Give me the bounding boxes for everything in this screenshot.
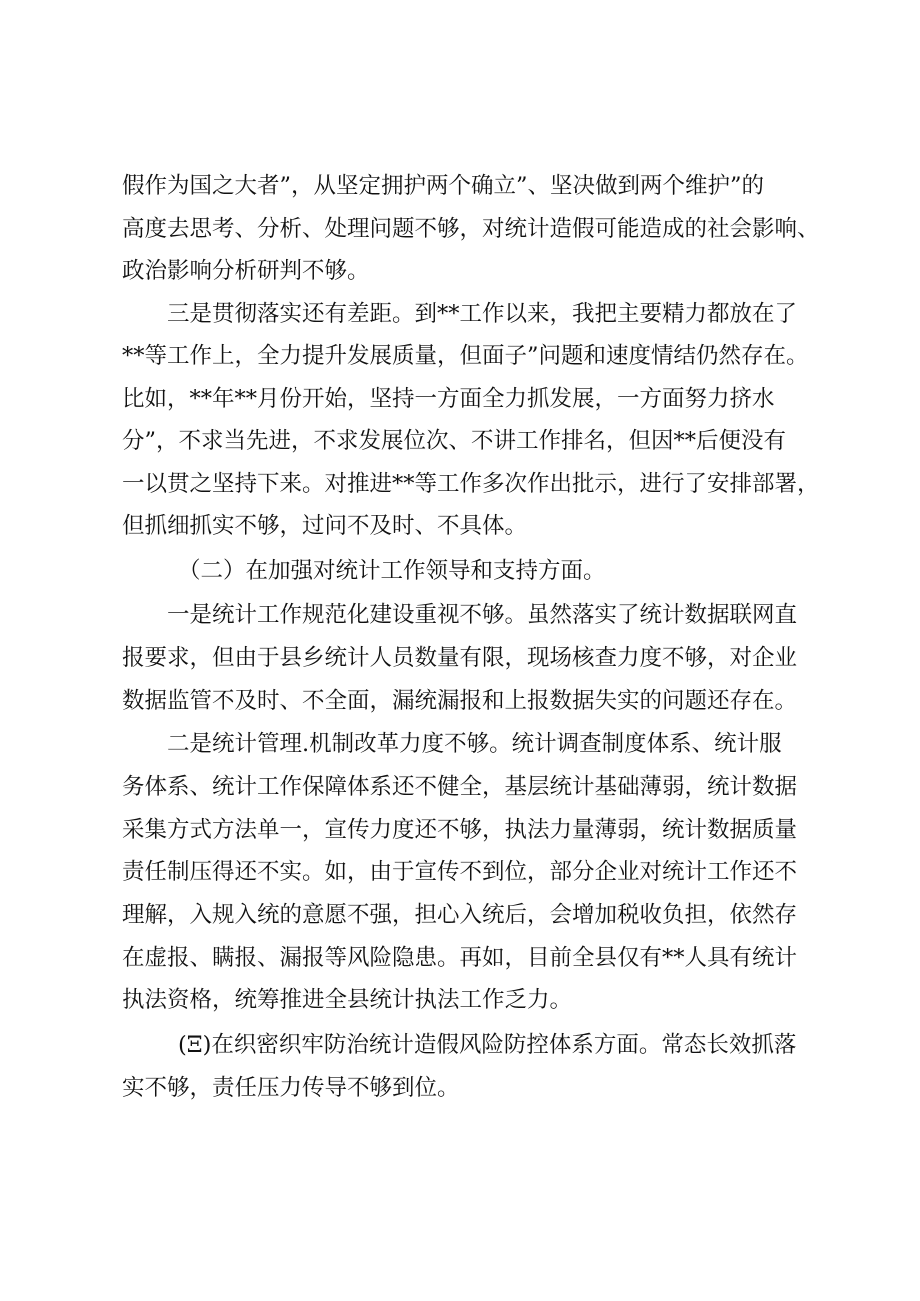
section-heading: （二）在加强对统计工作领导和支持方面。 [178,558,606,584]
section-heading: (Ξ)在织密织牢防治统计造假风险防控体系方面。常态长效抓落 [178,1032,797,1058]
text-line: 执法资格，统筹推进全县统计执法工作乏力。 [122,987,573,1013]
text-line: 三是贯彻落实还有差距。到**工作以来，我把主要精力都放在了 [167,301,798,327]
text-line: 报要求，但由于县乡统计人员数量有限，现场核查力度不够，对企业 [122,645,798,671]
text-line: 一以贯之坚持下来。对推进**等工作多次作出批示，进行了安排部署， [122,471,820,497]
text-line: 但抓细抓实不够，过问不及时、不具体。 [122,513,528,539]
text-line: 假作为国之大者”，从坚定拥护两个确立”、坚决做到两个维护”的 [122,173,765,199]
text-line: 责任制压得还不实。如，由于宣传不到位，部分企业对统计工作还不 [122,859,798,885]
text-line: 实不够，责任压力传导不够到位。 [122,1075,460,1101]
text-line: 理解，入规入统的意愿不强，担心入统后，会增加税收负担，依然存 [122,902,798,928]
text-line: 分”，不求当先进，不求发展位次、不讲工作排名，但因**后便没有 [122,428,787,454]
text-line: 一是统计工作规范化建设重视不够。虽然落实了统计数据联网直 [167,602,798,628]
text-line: 在虚报、瞒报、漏报等风险隐患。再如，目前全县仅有**人具有统计 [122,945,798,971]
text-line: 采集方式方法单一，宣传力度还不够，执法力量薄弱，统计数据质量 [122,817,798,843]
text-line: 比如，**年**月份开始，坚持一方面全力抓发展，一方面努力挤水 [122,386,775,412]
text-line: 数据监管不及时、不全面，漏统漏报和上报数据失实的问题还存在。 [122,688,798,714]
text-line: **等工作上，全力提升发展质量，但面子”问题和速度情结仍然存在。 [122,343,809,369]
text-line: 二是统计管理.机制改革力度不够。统计调查制度体系、统计服 [167,731,782,757]
text-line: 高度去思考、分析、处理问题不够，对统计造假可能造成的社会影响、 [122,216,820,242]
text-line: 政治影响分析研判不够。 [122,258,370,284]
text-line: 务体系、统计工作保障体系还不健全，基层统计基础薄弱，统计数据 [122,774,798,800]
